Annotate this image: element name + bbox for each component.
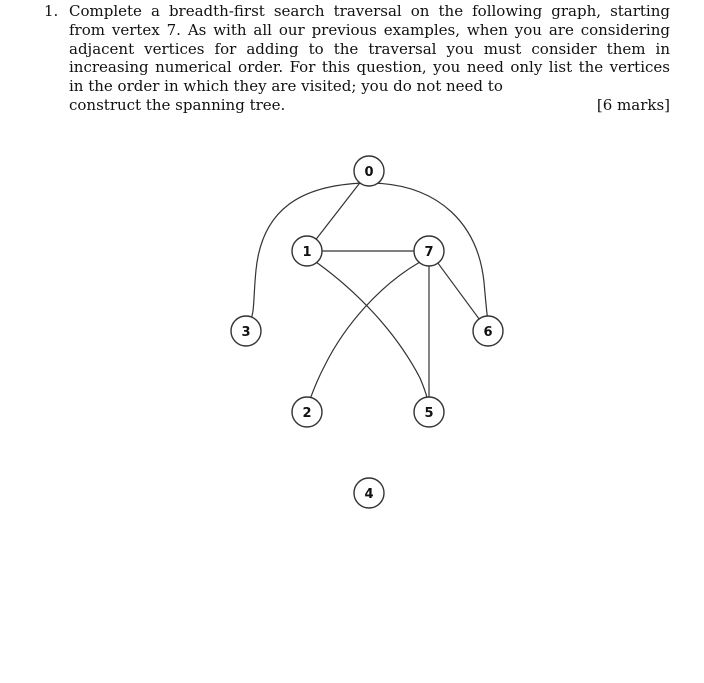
vertex-label: 2 [302, 406, 312, 421]
vertex-4 [354, 478, 384, 508]
marks-label: [6 marks] [596, 95, 670, 114]
vertex-0 [354, 156, 384, 186]
question-number: 1. [44, 2, 59, 20]
vertex-label: 7 [424, 245, 434, 260]
vertex-2 [292, 397, 322, 427]
vertex-6 [473, 316, 503, 346]
vertex-label: 4 [364, 487, 374, 502]
edge-0-1 [316, 183, 360, 239]
vertex-label: 1 [302, 245, 312, 260]
question-line: construct the spanning tree. [69, 95, 286, 114]
vertex-label: 6 [483, 325, 493, 340]
edge-1-5 [316, 262, 428, 402]
edge-7-2 [309, 262, 420, 402]
edge-7-6 [438, 263, 479, 319]
vertex-7 [414, 236, 444, 266]
question-line: you need only list the vertices in the order in which they are visited; you do not need to [69, 58, 670, 96]
vertex-label: 5 [424, 406, 434, 421]
vertex-label: 3 [241, 325, 251, 340]
question-line: As with all our previous examples, when you are considering adjacent vertices for adding [69, 20, 670, 58]
graph-vertices [231, 156, 503, 508]
graph-edges [249, 183, 488, 402]
vertex-label: 0 [364, 165, 374, 180]
question-line: Complete a breadth-first search traversal on the following graph, starting from vertex 7. [69, 2, 670, 39]
question-line: to the traversal you must consider them in increasing numerical order. For this question, [69, 39, 670, 77]
vertex-5 [414, 397, 444, 427]
vertex-3 [231, 316, 261, 346]
vertex-1 [292, 236, 322, 266]
